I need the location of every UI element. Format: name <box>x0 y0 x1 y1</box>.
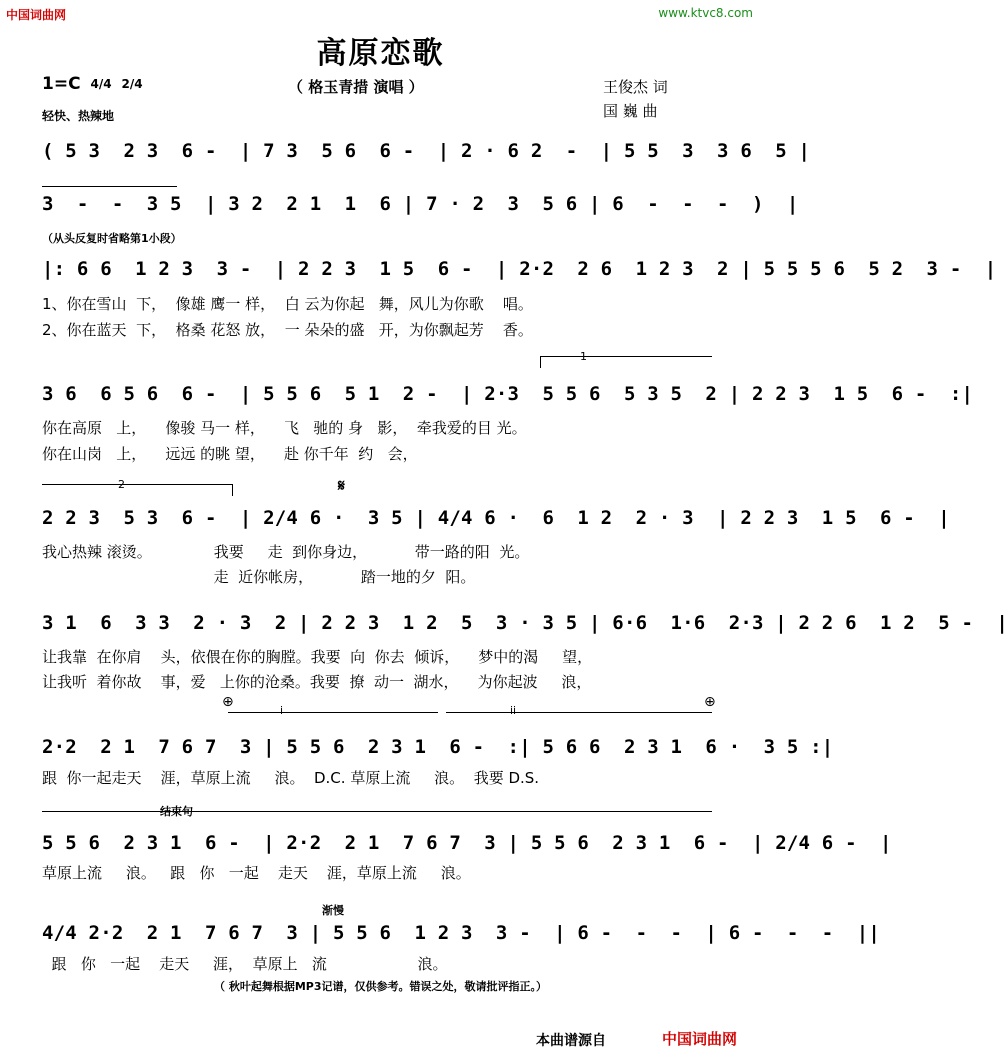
lyric-line6-b: 让我听 着你故 事，爱 上你的沧桑。我要 撩 动一 湖水， 为你起波 浪， <box>42 673 592 691</box>
lyric-line6-a: 让我靠 在你肩 头，依偎在你的胸膛。我要 向 你去 倾诉， 梦中的渴 望， <box>42 648 593 666</box>
coda-i-label: i <box>280 704 284 717</box>
lyric-line9: 跟 你 一起 走天 涯， 草原上 流 浪。 <box>42 955 448 973</box>
staff-line-1: ( 5 3 2 3 6 - | 7 3 5 6 6 - | 2 · 6 2 - | 5 5 3 3 6 5 | <box>42 140 811 162</box>
ending-bracket <box>42 811 712 812</box>
coda-sign-right: ⊕ <box>704 694 716 710</box>
segno-sign: 𝄋 <box>338 476 345 495</box>
volta-1-label: 1 <box>580 350 587 363</box>
lyric-line5-b: 走 近你帐房， 踏一地的夕 阳。 <box>42 568 476 586</box>
volta-2-label: 2 <box>118 478 125 491</box>
lyric-verse2-a: 2、你在蓝天 下， 格桑 花怒 放， 一 朵朵的盛 开，为你飘起芳 香。 <box>42 321 533 339</box>
staff-line-6: 3 1 6 3 3 2 · 3 2 | 2 2 3 1 2 5 3 · 3 5 | 6·6 1·6 2·3 | 2 2 6 1 2 5 - | <box>42 612 1008 634</box>
site-logo-top-left: 中国词曲网 <box>6 8 67 22</box>
lyric-line8: 草原上流 浪。 跟 你 一起 走天 涯，草原上流 浪。 <box>42 864 471 882</box>
lyric-line7: 跟 你一起走天 涯，草原上流 浪。 D.C. 草原上流 浪。 我要 D.S. <box>42 769 540 787</box>
staff-line-8: 5 5 6 2 3 1 6 - | 2·2 2 1 7 6 7 3 | 5 5 6 2 3 1 6 - | 2/4 6 - | <box>42 832 892 854</box>
lyric-line5-a: 我心热辣 滚烫。 我要 走 到你身边， 带一路的阳 光。 <box>42 543 530 561</box>
staff-line-7: 2·2 2 1 7 6 7 3 | 5 5 6 2 3 1 6 - :| 5 6 6 2 3 1 6 · 3 5 :| <box>42 736 834 758</box>
time-signature-1: 4/4 <box>90 77 112 91</box>
volta-2-hook <box>232 484 233 496</box>
staff-line-3: |: 6 6 1 2 3 3 - | 2 2 3 1 5 6 - | 2·2 2 6 1 2 3 2 | 5 5 5 6 5 2 3 - | <box>42 258 997 280</box>
ending-label: 结束句 <box>160 805 193 818</box>
site-url-top-right: www.ktvc8.com <box>658 6 753 20</box>
coda-sign-left: ⊕ <box>222 694 234 710</box>
lyric-verse2-b: 你在山岗 上， 远远 的眺 望， 赴 你千年 约 会， <box>42 445 418 463</box>
coda-i-bracket <box>228 712 438 713</box>
ritardando-mark: 渐慢 <box>322 904 344 917</box>
staff-line-4: 3 6 6 5 6 6 - | 5 5 6 5 1 2 - | 2·3 5 5 6 5 3 5 2 | 2 2 3 1 5 6 - :| <box>42 383 974 405</box>
lyric-verse1-a: 1、你在雪山 下， 像雄 鹰一 样， 白 云为你起 舞，风儿为你歌 唱。 <box>42 295 533 313</box>
staff-line-2: 3 - - 3 5 | 3 2 2 1 1 6 | 7 · 2 3 5 6 | 6 - - - ) | <box>42 193 799 215</box>
lyric-verse1-b: 你在高原 上， 像骏 马一 样， 飞 驰的 身 影， 牵我爱的目 光。 <box>42 419 527 437</box>
tempo-marking: 轻快、热辣地 <box>42 109 115 123</box>
tie-arc <box>42 186 177 187</box>
volta-1-hook <box>540 356 541 368</box>
key-text: 1=C <box>42 74 81 94</box>
coda-ii-label: ii <box>510 704 517 717</box>
transcriber-footnote: （ 秋叶起舞根据MP3记谱，仅供参考。错误之处，敬请批评指正。） <box>214 980 547 993</box>
composer-credit: 国 巍 曲 <box>603 102 658 120</box>
source-site-logo: 中国词曲网 <box>662 1030 738 1048</box>
time-signature-2: 2/4 <box>121 77 143 91</box>
staff-line-5: 2 2 3 5 3 6 - | 2/4 6 · 3 5 | 4/4 6 · 6 1 2 2 · 3 | 2 2 3 1 5 6 - | <box>42 507 950 529</box>
key-signature <box>42 74 143 94</box>
coda-ii-bracket <box>446 712 712 713</box>
source-label: 本曲谱源自 <box>536 1033 606 1049</box>
performer: （ 格玉青措 演唱 ） <box>288 78 424 96</box>
volta-1-bracket <box>540 356 712 357</box>
repeat-note: （从头反复时省略第1小段） <box>42 232 182 245</box>
song-title: 高原恋歌 <box>316 36 445 71</box>
lyricist-credit: 王俊杰 词 <box>603 78 668 96</box>
volta-2-bracket <box>42 484 232 485</box>
staff-line-9: 4/4 2·2 2 1 7 6 7 3 | 5 5 6 1 2 3 3 - | 6 - - - | 6 - - - || <box>42 922 881 944</box>
